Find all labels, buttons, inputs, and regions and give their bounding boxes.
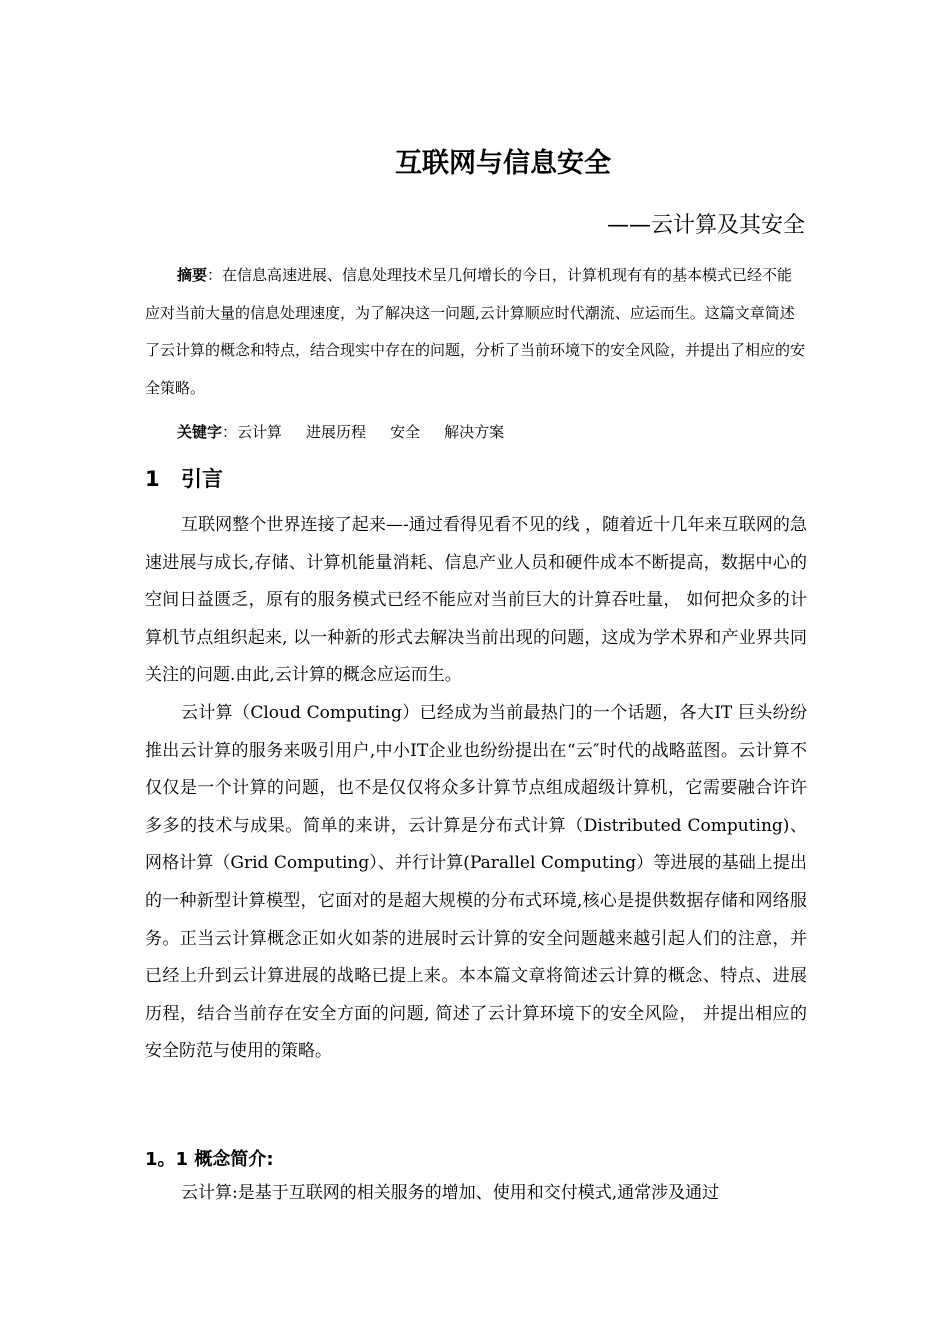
keywords-colon: ： [222, 423, 238, 441]
subsection-body [145, 1175, 807, 1213]
document-subtitle: ——云计算及其安全 [606, 213, 805, 238]
abstract-label: 摘要 [177, 266, 208, 284]
paragraph: 互联网整个世界连接了起来—-通过看得见看不见的线 ，随着近十几年来互联网的急速进展与成长,存储、计算机能量消耗、信息产业人员和硬件成本不断提高，数据中心的空间日益匮乏，原有的服务模式已经不能应对当前巨大的计算吞吐量， 如何把众多的计算机节点组织起来, 以一种新的形式去解决当前出现的问题，这成为学术界和产业界共同关注的问题.由此,云计算的概念应运而生。 [145, 515, 807, 686]
keywords [145, 414, 805, 452]
keywords-label: 关键字 [177, 423, 223, 441]
paragraph: 云计算（Cloud Computing）已经成为当前最热门的一个话题，各大IT 巨头纷纷推出云计算的服务来吸引用户,中小IT企业也纷纷提出在“云″时代的战略蓝图。云计算不仅仅是一个计算的问题，也不是仅仅将众多计算节点组成超级计算机，它需要融合许许多多的技术与成果。简单的来讲，云计算是分布式计算（Distributed Computing)、网格计算（Grid Computing）、并行计算(Parallel Computing）等进展的基础上提出的一种新型计算模型，它面对的是超大规模的分布式环境,核心是提供数据存储和网络服务。正当云计算概念正如火如荼的进展时云计算的安全问题越来越引起人们的注意，并已经上升到云计算进展的战略已提上来。本本篇文章将简述云计算的概念、特点、进展历程，结合当前存在安全方面的问题, 简述了云计算环境下的安全风险， 并提出相应的安全防范与使用的策略。 [145, 702, 807, 1062]
keyword: 云计算 [237, 423, 283, 441]
abstract-text: ：在信息高速进展、信息处理技术呈几何增长的今日，计算机现有有的基本模式已经不能应对当前大量的信息处理速度，为了解决这一问题,云计算顺应时代潮流、应运而生。这篇文章简述了云计算的概念和特点，结合现实中存在的问题，分析了当前环境下的安全风险，并提出了相应的安全策略。 [145, 266, 806, 397]
section-heading [145, 463, 223, 493]
abstract [145, 257, 805, 407]
keyword: 进展历程 [306, 423, 367, 441]
section-title: 引言 [181, 467, 223, 491]
keyword: 解决方案 [444, 423, 505, 441]
section-number: 1 [145, 467, 160, 491]
document-title: 互联网与信息安全 [395, 148, 611, 179]
keyword: 安全 [390, 423, 421, 441]
paragraph: 云计算:是基于互联网的相关服务的增加、使用和交付模式,通常涉及通过 [181, 1183, 720, 1203]
section-body [145, 507, 807, 1071]
subsection-heading: 1。1 概念简介: [145, 1149, 274, 1170]
